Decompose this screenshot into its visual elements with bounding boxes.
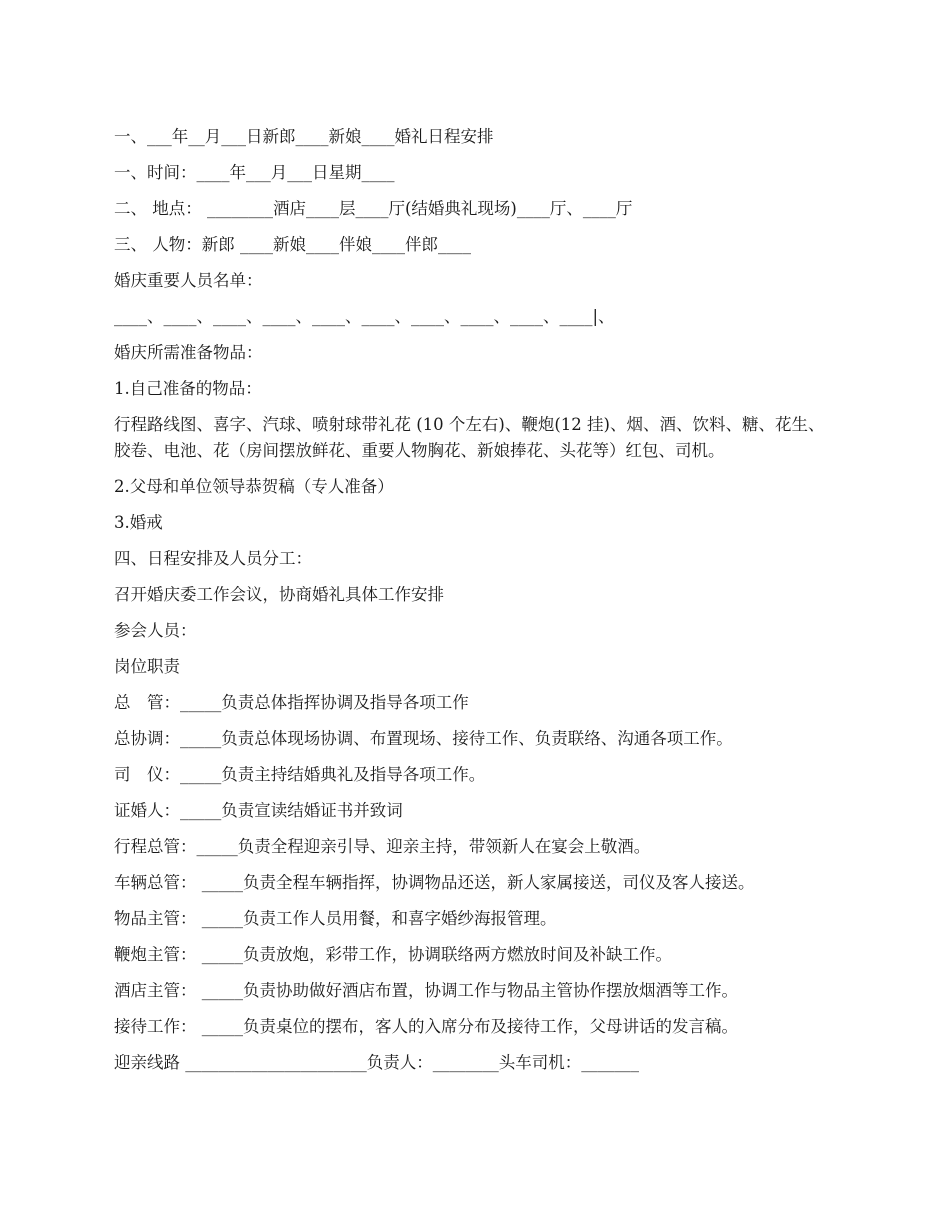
duty-mc: 司 仪：_____负责主持结婚典礼及指导各项工作。 [114,765,486,784]
wedding-rings-line: 3.婚戒 [114,513,163,532]
duty-itinerary-manager: 行程总管：_____负责全程迎亲引导、迎亲主持，带领新人在宴会上敬酒。 [114,837,651,856]
self-prepared-heading: 1.自己准备的物品： [114,379,262,398]
duty-hotel-manager: 酒店主管： _____负责协助做好酒店布置，协调工作与物品主管协作摆放烟酒等工作。 [114,981,738,1000]
duty-coordinator: 总协调：_____负责总体现场协调、布置现场、接待工作、负责联络、沟通各项工作。 [114,729,733,748]
items-heading: 婚庆所需准备物品： [114,343,263,362]
schedule-division-heading: 四、日程安排及人员分工： [114,549,312,568]
duty-general-manager: 总 管：_____负责总体指挥协调及指导各项工作 [114,693,469,712]
attendees-line: 参会人员： [114,621,197,640]
meeting-line: 召开婚庆委工作会议，协商婚礼具体工作安排 [114,585,444,604]
duty-supplies-manager: 物品主管： _____负责工作人员用餐，和喜字婚纱海报管理。 [114,909,557,928]
people-line: 三、 人物：新郎 ____新娘____伴娘____伴郎____ [114,235,471,254]
self-prepared-items: 行程路线图、喜字、汽球、喷射球带礼花 (10 个左右)、鞭炮(12 挂)、烟、酒、饮料、糖、花生、胶卷、电池、花（房间摆放鲜花、重要人物胸花、新娘捧花、头花等）红包、司机。 [114,415,825,460]
key-staff-blanks: ____、____、____、____、____、____、____、____、____、____|、 [114,307,615,326]
duty-vehicle-manager: 车辆总管： _____负责全程车辆指挥，协调物品还送，新人家属接送，司仪及客人接送。 [114,873,755,892]
schedule-title-line: 一、___年__月___日新郎____新娘____婚礼日程安排 [114,127,494,146]
duty-firecracker-manager: 鞭炮主管： _____负责放炮，彩带工作，协调联络两方燃放时间及补缺工作。 [114,945,672,964]
pickup-route-line: 迎亲线路 ______________________负责人：________头车司机：_______ [114,1053,639,1072]
key-staff-heading: 婚庆重要人员名单： [114,271,263,290]
duty-witness: 证婚人：_____负责宣读结婚证书并致词 [114,801,403,820]
congratulation-speech-line: 2.父母和单位领导恭贺稿（专人准备） [114,477,394,496]
time-line: 一、时间：____年___月___日星期____ [114,163,395,182]
duty-reception: 接待工作： _____负责桌位的摆布，客人的入席分布及接待工作，父母讲话的发言稿。 [114,1017,738,1036]
duties-heading: 岗位职责 [114,657,180,676]
location-line: 二、 地点： ________酒店____层____厅(结婚典礼现场)____厅、____厅 [114,199,633,218]
document-body [114,124,836,1086]
